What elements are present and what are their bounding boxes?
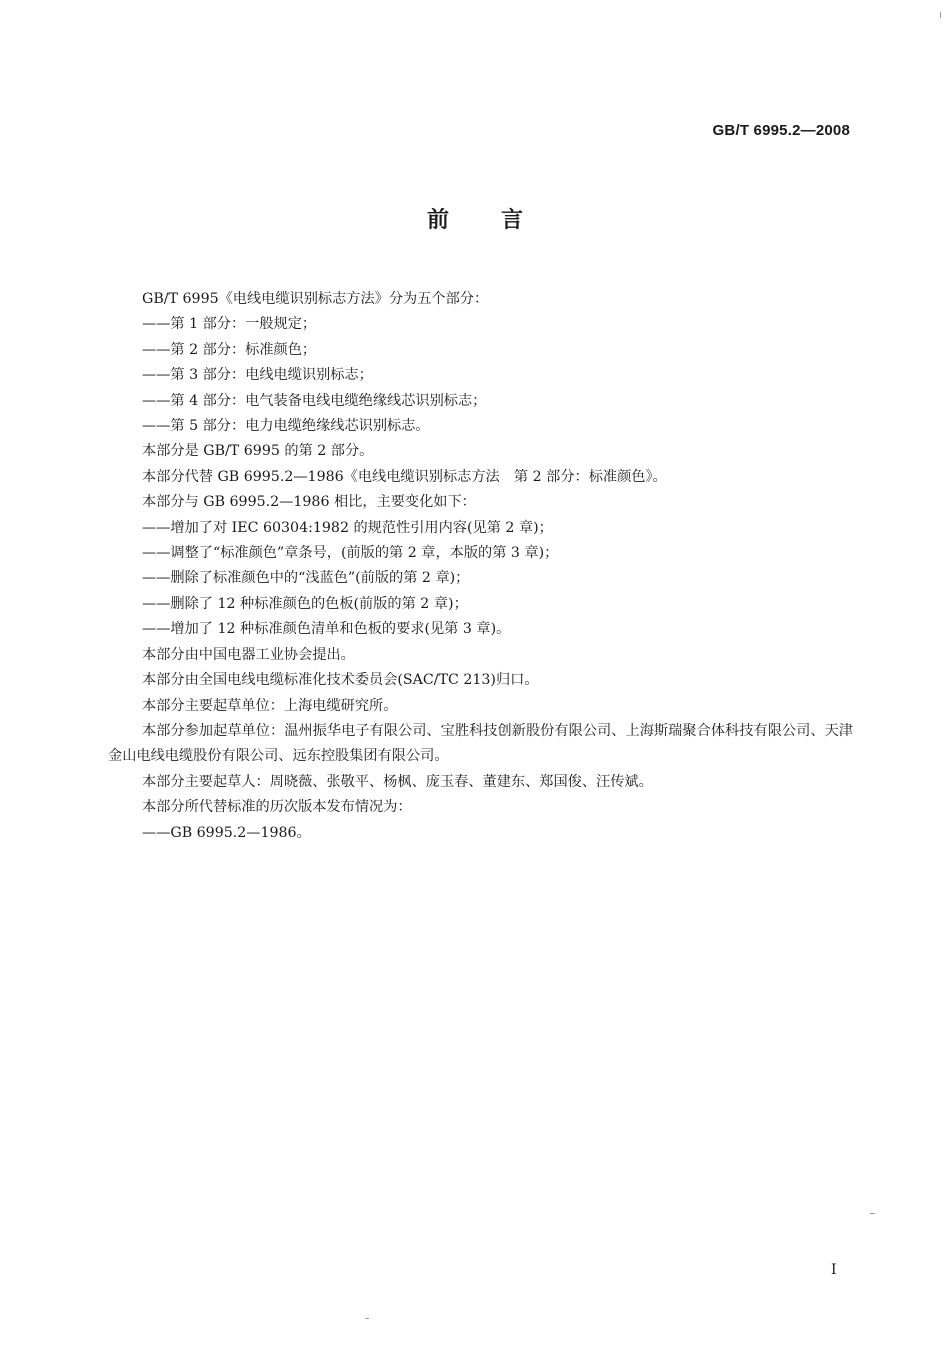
list-item-change-5: ——增加了 12 种标准颜色清单和色板的要求(见第 3 章)。 <box>142 621 511 638</box>
paragraph-drafters: 本部分主要起草人：周晓薇、张敬平、杨枫、庞玉春、董建东、郑国俊、汪传斌。 <box>142 773 653 790</box>
list-item-change-1: ——增加了对 IEC 60304:1982 的规范性引用内容(见第 2 章)； <box>142 519 553 536</box>
paragraph-parts-intro: GB/T 6995《电线电缆识别标志方法》分为五个部分： <box>142 291 489 307</box>
paragraph-main-drafter: 本部分主要起草单位：上海电缆研究所。 <box>142 697 398 714</box>
page-title: 前言 <box>426 208 575 233</box>
list-item-part-4: ——第 4 部分：电气装备电线电缆绝缘线芯识别标志； <box>142 392 487 409</box>
paragraph-proposed-by: 本部分由中国电器工业协会提出。 <box>142 646 355 663</box>
list-item-change-4: ——删除了 12 种标准颜色的色板(前版的第 2 章)； <box>142 595 468 612</box>
scan-speck <box>365 1318 369 1319</box>
paragraph-previous-editions: 本部分所代替标准的历次版本发布情况为： <box>142 799 412 816</box>
list-item-part-2: ——第 2 部分：标准颜色； <box>142 341 317 358</box>
list-item-change-2: ——调整了“标准颜色”章条号，(前版的第 2 章，本版的第 3 章)； <box>142 545 559 562</box>
paragraph-managed-by: 本部分由全国电线电缆标准化技术委员会(SAC/TC 213)归口。 <box>142 672 539 689</box>
foreword-body <box>108 287 853 846</box>
paragraph-participating-drafters: 本部分参加起草单位：温州振华电子有限公司、宝胜科技创新股份有限公司、上海斯瑞聚合体科技有限公司、天津金山电线电缆股份有限公司、远东控股集团有限公司。 <box>108 722 853 765</box>
list-item-part-1: ——第 1 部分：一般规定； <box>142 316 317 333</box>
list-item-previous-edition: ——GB 6995.2—1986。 <box>142 824 311 841</box>
list-item-change-3: ——删除了标准颜色中的“浅蓝色”(前版的第 2 章)； <box>142 570 470 587</box>
document-code: GB/T 6995.2—2008 <box>712 122 850 139</box>
list-item-part-3: ——第 3 部分：电线电缆识别标志； <box>142 367 373 384</box>
page-number: I <box>831 1262 837 1278</box>
scan-speck <box>940 12 941 18</box>
paragraph-this-part: 本部分是 GB/T 6995 的第 2 部分。 <box>142 443 374 460</box>
list-item-part-5: ——第 5 部分：电力电缆绝缘线芯识别标志。 <box>142 418 430 435</box>
scan-speck <box>870 1213 875 1214</box>
paragraph-replaces: 本部分代替 GB 6995.2—1986《电线电缆识别标志方法 第 2 部分：标准颜色》。 <box>142 468 667 485</box>
paragraph-changes-intro: 本部分与 GB 6995.2—1986 相比，主要变化如下： <box>142 494 476 511</box>
